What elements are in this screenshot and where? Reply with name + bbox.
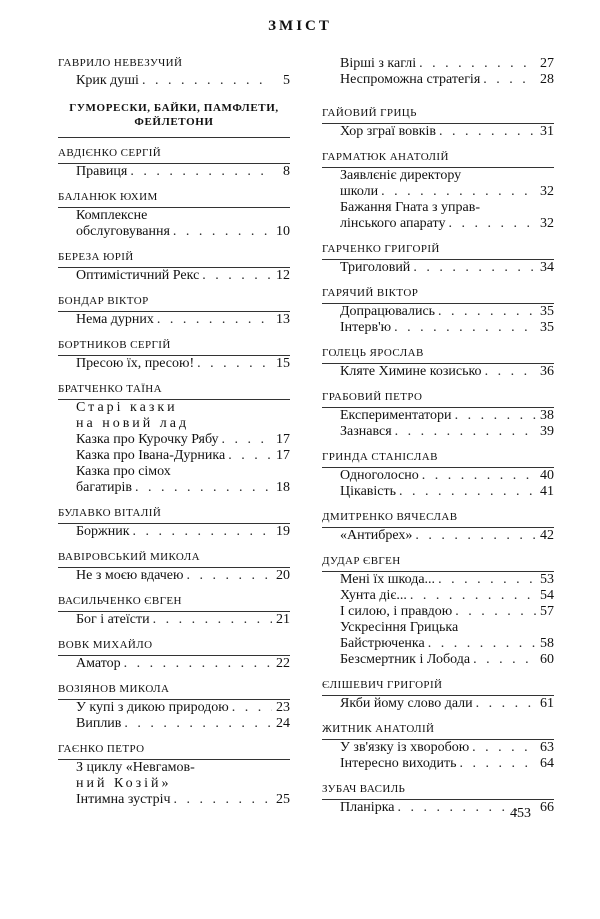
- entry-title: Інтерв'ю: [340, 320, 392, 335]
- author-section: [58, 594, 290, 628]
- author-name: ГАРЧЕНКО ГРИГОРІЙ: [322, 242, 554, 260]
- toc-entry[interactable]: [322, 588, 554, 604]
- toc-entry-line: [322, 168, 554, 184]
- entry-page: 38: [540, 408, 554, 423]
- entry-title-line: Бажання Гната з управ-: [340, 200, 480, 215]
- author-section: [322, 450, 554, 500]
- cycle-title: [58, 400, 290, 416]
- genre-heading: ГУМОРЕСКИ, БАЙКИ, ПАМФЛЕТИ, ФЕЙЛЕТОНИ: [58, 99, 290, 138]
- cycle-title-line: на новий лад: [76, 416, 190, 431]
- entry-page: 27: [540, 56, 554, 71]
- entry-title: Зазнався: [340, 424, 392, 439]
- author-section: [322, 106, 554, 140]
- entry-title: Хор зграї вовків: [340, 124, 437, 139]
- entry-title-line: Ускресіння Грицька: [340, 620, 459, 635]
- entry-title: У зв'язку із хворобою: [340, 740, 470, 755]
- toc-entry-line: [58, 464, 290, 480]
- author-section: [322, 678, 554, 712]
- entry-title: Вірші з каглі: [340, 56, 417, 71]
- author-section: [58, 190, 290, 240]
- author-section: [58, 294, 290, 328]
- toc-entry[interactable]: [322, 408, 554, 424]
- toc-entry[interactable]: [58, 700, 290, 716]
- entry-page: 8: [283, 164, 290, 179]
- toc-entry[interactable]: [58, 432, 290, 448]
- toc-entry[interactable]: [58, 268, 290, 284]
- entry-title: Якби йому слово дали: [340, 696, 473, 711]
- author-section: [58, 506, 290, 540]
- entry-title: школи: [340, 184, 379, 199]
- author-section-continued: [322, 56, 554, 88]
- page-title: ЗМІСТ: [268, 18, 332, 34]
- entry-page: 60: [540, 652, 554, 667]
- toc-entry[interactable]: [322, 484, 554, 500]
- entry-page: 54: [540, 588, 554, 603]
- entry-title: Казка про Івана-Дурника: [76, 448, 226, 463]
- entry-page: 19: [276, 524, 290, 539]
- toc-entry[interactable]: [322, 604, 554, 620]
- cycle-title-line: ний Козій»: [76, 776, 172, 791]
- toc-entry[interactable]: [322, 756, 554, 772]
- toc-entry[interactable]: [58, 568, 290, 584]
- entry-title: багатирів: [76, 480, 133, 495]
- entry-title: Оптимістичний Рекс: [76, 268, 200, 283]
- entry-title: Аматор: [76, 656, 121, 671]
- toc-entry[interactable]: [58, 164, 290, 180]
- author-name: БЕРЕЗА ЮРІЙ: [58, 250, 290, 268]
- entry-page: 13: [276, 312, 290, 327]
- toc-entry[interactable]: [58, 73, 290, 89]
- entry-page: 22: [276, 656, 290, 671]
- toc-entry-line: [58, 208, 290, 224]
- entry-title: лінського апарату: [340, 216, 446, 231]
- toc-right-column: [322, 56, 554, 826]
- entry-page: 15: [276, 356, 290, 371]
- entry-page: 64: [540, 756, 554, 771]
- entry-title: У купі з дикою природою: [76, 700, 229, 715]
- author-name: ВОВК МИХАЙЛО: [58, 638, 290, 656]
- entry-title: Крик душі: [76, 73, 139, 88]
- entry-title: Інтересно виходить: [340, 756, 457, 771]
- cycle-title: [58, 776, 290, 792]
- entry-page: 25: [276, 792, 290, 807]
- author-name: ДМИТРЕНКО ВЯЧЕСЛАВ: [322, 510, 554, 528]
- author-name: ЗУБАЧ ВАСИЛЬ: [322, 782, 554, 800]
- entry-title: Нема дурних: [76, 312, 154, 327]
- entry-title: обслуговування: [76, 224, 170, 239]
- author-section: [58, 382, 290, 496]
- author-section: [322, 242, 554, 276]
- author-name: ГАРЯЧИЙ ВІКТОР: [322, 286, 554, 304]
- toc-entry[interactable]: [58, 792, 290, 808]
- author-section: [58, 742, 290, 808]
- entry-title: Експериментатори: [340, 408, 452, 423]
- toc-entry[interactable]: [58, 716, 290, 732]
- author-name: ГРАБОВИЙ ПЕТРО: [322, 390, 554, 408]
- toc-entry[interactable]: [58, 656, 290, 672]
- toc-entry[interactable]: [58, 224, 290, 240]
- author-name: БОНДАР ВІКТОР: [58, 294, 290, 312]
- toc-left-column: [58, 56, 290, 818]
- toc-entry-line: [322, 620, 554, 636]
- entry-title: Хунта діє...: [340, 588, 407, 603]
- author-section: [322, 390, 554, 440]
- author-name: БРАТЧЕНКО ТАЇНА: [58, 382, 290, 400]
- entry-page: 35: [540, 320, 554, 335]
- entry-title-line: Казка про сімох: [76, 464, 171, 479]
- toc-entry[interactable]: [322, 572, 554, 588]
- entry-title: І силою, і правдою: [340, 604, 453, 619]
- toc-entry-line: [322, 200, 554, 216]
- entry-page: 5: [283, 73, 290, 88]
- toc-entry[interactable]: [322, 740, 554, 756]
- author-name: ДУДАР ЄВГЕН: [322, 554, 554, 572]
- entry-title: Боржник: [76, 524, 130, 539]
- entry-page: 40: [540, 468, 554, 483]
- author-name: ВОЗІЯНОВ МИКОЛА: [58, 682, 290, 700]
- entry-page: 35: [540, 304, 554, 319]
- entry-page: 18: [276, 480, 290, 495]
- entry-title: Допрацювались: [340, 304, 436, 319]
- author-section: [322, 286, 554, 336]
- entry-page: 32: [540, 216, 554, 231]
- author-section: [58, 682, 290, 732]
- toc-entry[interactable]: [58, 448, 290, 464]
- entry-page: 10: [276, 224, 290, 239]
- entry-page: 34: [540, 260, 554, 275]
- cycle-title: [58, 416, 290, 432]
- entry-page: 63: [540, 740, 554, 755]
- cycle-title: [58, 760, 290, 776]
- entry-title: Не з моєю вдачею: [76, 568, 184, 583]
- entry-page: 36: [540, 364, 554, 379]
- author-section: [322, 722, 554, 772]
- toc-entry[interactable]: [322, 364, 554, 380]
- entry-page: 17: [276, 448, 290, 463]
- author-name: ГАРМАТЮК АНАТОЛІЙ: [322, 150, 554, 168]
- author-section: [58, 146, 290, 180]
- entry-title: Бог і атеїсти: [76, 612, 150, 627]
- toc-entry[interactable]: [322, 304, 554, 320]
- toc-entry[interactable]: [322, 468, 554, 484]
- toc-entry[interactable]: [58, 524, 290, 540]
- entry-page: 24: [276, 716, 290, 731]
- author-section: [58, 338, 290, 372]
- toc-entry[interactable]: [58, 612, 290, 628]
- entry-page: 31: [540, 124, 554, 139]
- toc-entry[interactable]: [322, 528, 554, 544]
- author-section: [58, 56, 290, 89]
- entry-title: Інтимна зустріч: [76, 792, 171, 807]
- author-section: [322, 510, 554, 544]
- author-name: ЖИТНИК АНАТОЛІЙ: [322, 722, 554, 740]
- entry-page: 17: [276, 432, 290, 447]
- author-section: [322, 150, 554, 232]
- author-section: [58, 250, 290, 284]
- author-name: ГРИНДА СТАНІСЛАВ: [322, 450, 554, 468]
- entry-page: 57: [540, 604, 554, 619]
- author-name: АВДІЄНКО СЕРГІЙ: [58, 146, 290, 164]
- entry-title: Казка про Курочку Рябу: [76, 432, 219, 447]
- entry-title-line: Комплексне: [76, 208, 148, 223]
- toc-entry[interactable]: [322, 636, 554, 652]
- author-section: [322, 346, 554, 380]
- author-section: [322, 554, 554, 668]
- author-section: [58, 550, 290, 584]
- entry-title: Мені їх шкода...: [340, 572, 436, 587]
- toc-entry[interactable]: [58, 312, 290, 328]
- cycle-title-line: Старі казки: [76, 400, 178, 415]
- author-name: ГАЙОВИЙ ГРИЦЬ: [322, 106, 554, 124]
- author-name: ГАВРИЛО НЕВЕЗУЧИЙ: [58, 57, 183, 69]
- author-name: ВАСИЛЬЧЕНКО ЄВГЕН: [58, 594, 290, 612]
- toc-entry[interactable]: [322, 72, 554, 88]
- toc-entry[interactable]: [322, 216, 554, 232]
- entry-page: 53: [540, 572, 554, 587]
- entry-page: 20: [276, 568, 290, 583]
- toc-entry[interactable]: [322, 124, 554, 140]
- toc-entry[interactable]: [322, 696, 554, 712]
- entry-title: Планірка: [340, 800, 395, 815]
- entry-title: Правиця: [76, 164, 128, 179]
- entry-page: 61: [540, 696, 554, 711]
- entry-title: Пресою їх, пресою!: [76, 356, 195, 371]
- entry-page: 23: [276, 700, 290, 715]
- toc-entry[interactable]: [322, 424, 554, 440]
- entry-title: Кляте Химине козисько: [340, 364, 482, 379]
- toc-entry[interactable]: [322, 652, 554, 668]
- author-name: БОРТНИКОВ СЕРГІЙ: [58, 338, 290, 356]
- entry-page: 32: [540, 184, 554, 199]
- entry-page: 28: [540, 72, 554, 87]
- author-name: ЄЛІШЕВИЧ ГРИГОРІЙ: [322, 678, 554, 696]
- author-name: ГОЛЕЦЬ ЯРОСЛАВ: [322, 346, 554, 364]
- entry-page: 12: [276, 268, 290, 283]
- entry-title: Триголовий: [340, 260, 411, 275]
- cycle-title-line: З циклу «Невгамов-: [76, 760, 195, 775]
- author-name: ВАВІРОВСЬКИЙ МИКОЛА: [58, 550, 290, 568]
- toc-entry[interactable]: [322, 56, 554, 72]
- entry-title: Цікавість: [340, 484, 397, 499]
- entry-title: Байстрюченка: [340, 636, 425, 651]
- entry-page: 39: [540, 424, 554, 439]
- author-name: ГАЄНКО ПЕТРО: [58, 742, 290, 760]
- entry-title: Одноголосно: [340, 468, 419, 483]
- author-name: БУЛАВКО ВІТАЛІЙ: [58, 506, 290, 524]
- entry-page: 42: [540, 528, 554, 543]
- toc-entry[interactable]: [322, 184, 554, 200]
- author-name: БАЛАНЮК ЮХИМ: [58, 190, 290, 208]
- entry-page: 58: [540, 636, 554, 651]
- toc-entry[interactable]: [322, 320, 554, 336]
- entry-title: Безсмертник і Лобода: [340, 652, 471, 667]
- author-section: [58, 638, 290, 672]
- entry-title: Виплив: [76, 716, 122, 731]
- toc-entry[interactable]: [58, 356, 290, 372]
- page-number: 453: [510, 806, 531, 821]
- entry-title: «Антибрех»: [340, 528, 413, 543]
- toc-entry[interactable]: [322, 260, 554, 276]
- entry-page: 21: [276, 612, 290, 627]
- entry-title: Неспроможна стратегія: [340, 72, 481, 87]
- entry-page: 66: [540, 800, 554, 815]
- toc-entry[interactable]: [58, 480, 290, 496]
- entry-page: 41: [540, 484, 554, 499]
- entry-title-line: Заявлєніє директору: [340, 168, 462, 183]
